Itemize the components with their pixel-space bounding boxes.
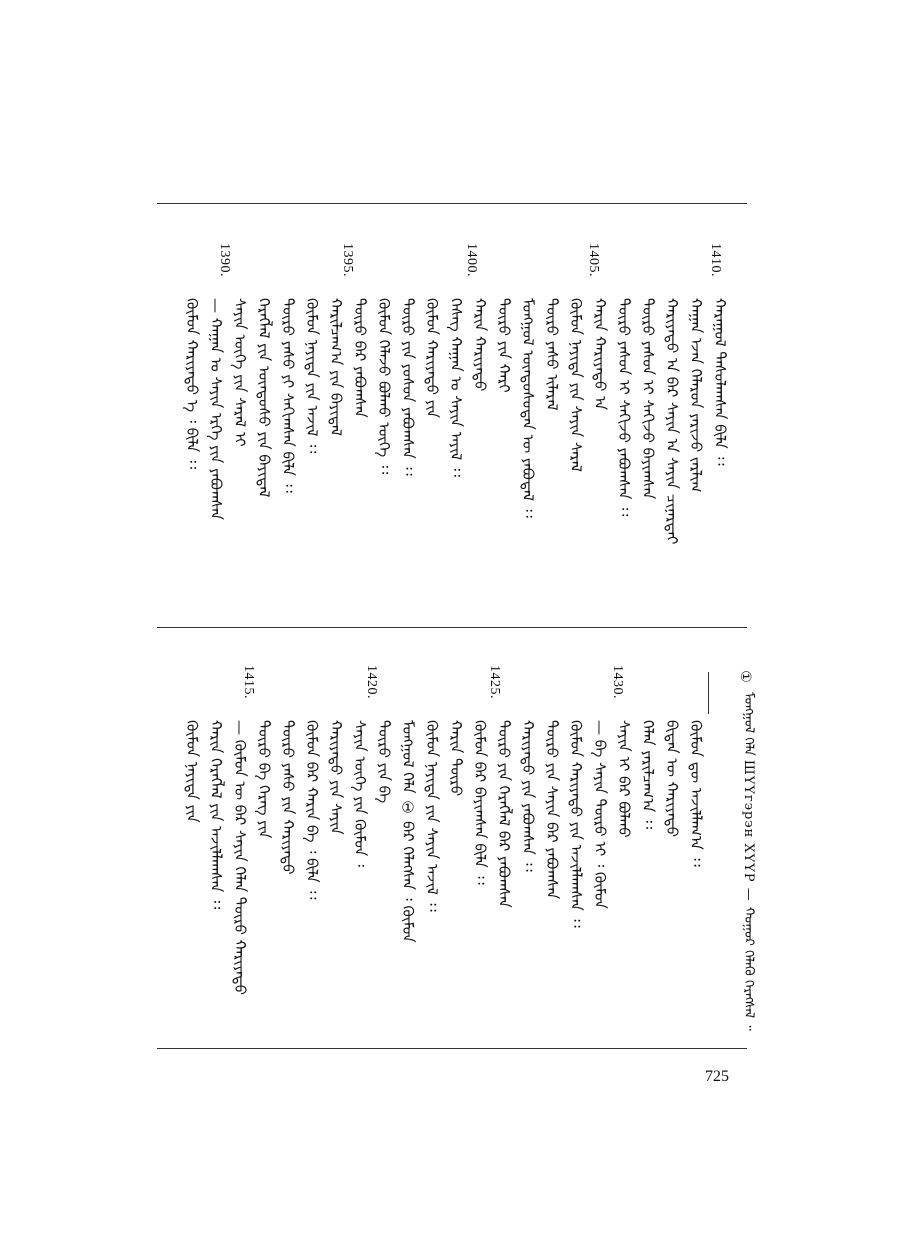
line-number-1395: 1395. [340, 243, 355, 277]
verse-line: ᠰᠠᠶᠢᠨ ᠢ ᠪᠠᠷ ᠪᠣᠯᠬᠤ [615, 720, 633, 838]
verse-line: ᠲᠦᠷᠦ ᠶᠢᠨ ᠰᠠᠶᠢᠨ ᠪᠠᠷ ᠶᠠᠪᠤᠭᠰᠠᠨ [543, 720, 561, 900]
verse-line: ᠬᠠᠷᠢᠨ ᠬᠠᠷᠢᠶᠠᠲᠤ [471, 298, 489, 392]
verse-line: ᠬᠠᠷᠢᠶᠠᠲᠤ ᠶᠢᠨ ᠰᠠᠶᠢᠨ [327, 720, 345, 835]
verse-line: ᠬᠠᠷᠢᠨ ᠬᠡᠷᠡᠭᠯᠡᠯ ᠶᠢᠨ ᠠᠵᠢᠯᠯᠠᠭᠰᠠᠨ ᠄᠄ [207, 720, 225, 910]
verse-line: — ᠬᠠᠭᠠᠨ ᠤ ᠰᠠᠶᠢᠨ ᠡᠷᠬᠡ ᠶᠢᠨ ᠶᠠᠪᠤᠭᠰᠠᠨ [207, 298, 225, 520]
line-number-1405: 1405. [586, 243, 601, 277]
verse-line: ᠲᠦᠷᠦ ᠶᠠᠰᠤᠨ ᠢ ᠰᠠᠬᠢᠵᠤ ᠪᠠᠶᠢᠭᠰᠠᠨ [639, 298, 657, 500]
verse-line: ᠮᠣᠩᠭᠣᠯ ᠬᠡᠯᠡ ① ᠪᠠᠷ ᠬᠡᠯᠡᠭᠰᠡᠨ ᠄ ᠬᠦᠮᠦᠨ [399, 720, 417, 943]
line-number-1415: 1415. [241, 665, 256, 699]
page-number: 725 [705, 1068, 729, 1085]
line-number-1420: 1420. [364, 665, 379, 699]
verse-line: ᠮᠣᠩᠭᠣᠯ ᠦᠨᠳᠦᠰᠦᠲᠡᠨ ᠦ ᠶᠠᠪᠤᠳᠠᠯ ᠄᠄ [519, 298, 537, 518]
verse-line: — ᠬᠦᠮᠦᠨ ᠦ ᠪᠠᠷ ᠰᠠᠶᠢᠨ ᠬᠡᠯᠡᠨ ᠲᠦᠷᠦ ᠬᠠᠷᠢᠶᠠᠲᠤ [231, 720, 249, 995]
top-rule [157, 203, 747, 204]
footnote-marker: ① [737, 670, 753, 683]
verse-line: ᠬᠠᠷᠢᠶᠠᠲᠤ ᠶᠢᠨ ᠶᠠᠪᠤᠭᠰᠠᠨ ᠄᠄ [519, 720, 537, 872]
line-number-1425: 1425. [487, 665, 502, 699]
verse-line: ᠬᠠᠭᠠᠨ ᠡᠵᠡᠨ ᠬᠡᠯᠡᠷᠦᠨ ᠶᠠᠷᠢᠵᠤ ᠵᠠᠷᠯᠢᠭ [687, 298, 705, 493]
verse-line: — ᠪᠠ ᠰᠠᠶᠢᠨ ᠲᠦᠷᠦ ᠢ ᠄ ᠬᠦᠮᠦᠨ [591, 720, 609, 909]
line-number-1390: 1390. [217, 243, 232, 277]
verse-line: ᠲᠦᠷᠦ ᠪᠠᠷ ᠶᠠᠪᠤᠭᠰᠠᠨ [351, 298, 369, 418]
verse-line: ᠬᠡᠯᠡᠨ ᠶᠠᠷᠢᠯᠴᠠᠭ᠎ᠠ ᠄᠄ [639, 720, 657, 830]
verse-line: ᠬᠠᠷᠠᠭᠤᠯ ᠳᠠᠰᠤᠯᠠᠭᠰᠠᠨ ᠪᠢᠯᠡ ᠄᠄ [711, 298, 729, 466]
line-number-1400: 1400. [464, 243, 479, 277]
line-number-1430: 1430. [610, 665, 625, 699]
verse-line: ᠬᠠᠷᠢᠨ ᠬᠠᠷᠢᠶᠠᠲᠤ ᠠ [591, 298, 609, 411]
verse-line: ᠬᠠᠷᠢᠨ ᠲᠦᠷᠦ [447, 720, 465, 797]
verse-line: ᠲᠦᠷᠦ ᠶᠢᠨ ᠪᠠ [375, 720, 393, 804]
verse-line: ᠬᠦᠮᠦᠨ ᠨᠡᠶᠢᠲᠡ ᠶᠢᠨ ᠠᠵᠢᠯ ᠄᠄ [303, 298, 321, 454]
verse-line: ᠲᠦᠷᠦ ᠪᠠ ᠬᠡᠷᠡᠭ ᠶᠢᠨ [255, 720, 273, 839]
verse-line: ᠬᠦᠮᠦᠨ ᠨᠡᠶᠢᠲᠡ ᠶᠢᠨ [183, 720, 201, 823]
verse-line: ᠬᠦᠮᠦᠨ ᠬᠡᠯᠡᠵᠦ ᠪᠣᠯᠬᠤ ᠦᠭᠡ ᠄᠄ [375, 298, 393, 475]
verse-line: ᠬᠦᠮᠦᠨ ᠬᠠᠷᠢᠶᠠᠲᠤ ᠡ ᠄ ᠪᠢᠯᠡ ᠄᠄ [183, 298, 201, 470]
line-number-1410: 1410. [708, 243, 723, 277]
verse-line: ᠲᠦᠷᠦ ᠶᠢᠨ ᠶᠣᠰᠤᠨ ᠶᠠᠪᠤᠭᠰᠠᠨ ᠄᠄ [399, 298, 417, 476]
bottom-rule [157, 1048, 747, 1049]
verse-line: ᠬᠦᠮᠦᠨ ᠬᠠᠷᠢᠶᠠᠲᠤ ᠶᠢᠨ [423, 298, 441, 418]
verse-line: ᠲᠦᠷᠦ ᠶᠠᠰᠤ ᠢᠯᠡᠷᠡᠯ [543, 298, 561, 411]
verse-line: ᠲᠦᠷᠦ ᠶᠠᠰᠤ ᠶᠢ ᠰᠠᠬᠢᠭᠰᠠᠨ ᠪᠢᠯᠡ ᠄᠄ [279, 298, 297, 493]
verse-line: ᠲᠦᠷᠦ ᠶᠢᠨ ᠬᠠᠷᠢ [495, 298, 513, 393]
footnote-text: ᠮᠣᠩᠭᠣᠯ ᠬᠡᠯᠡ ШҮҮгэрэн ХҮҮР — ᠬᠤᠭᠤᠷ ᠬᠡᠯᠡᠬᠦ ᠬᠡᠷᠡᠭᠰᠡᠯ ᠃ [741, 692, 756, 1031]
verse-line: ᠲᠦᠷᠦ ᠶᠠᠰᠤᠨ ᠢ ᠰᠠᠬᠢᠵᠤ ᠶᠠᠪᠤᠭᠰᠠᠨ ᠄᠄ [615, 298, 633, 517]
verse-line: ᠲᠦᠷᠦ ᠶᠠᠰᠤ ᠶᠢᠨ ᠬᠠᠷᠢᠶᠠᠲᠤ [279, 720, 297, 875]
verse-line: ᠲᠦᠷᠦ ᠶᠢᠨ ᠬᠡᠷᠡᠭᠯᠡᠯ ᠪᠠᠷ ᠶᠠᠪᠤᠭᠰᠠᠨ [495, 720, 513, 908]
verse-line: ᠬᠦᠮᠦᠨ ᠨᠡᠶᠢᠲᠡ ᠶᠢᠨ ᠰᠠᠶᠢᠨ ᠰᠠᠷᠠᠯ [567, 298, 585, 472]
footnote-separator [708, 672, 709, 714]
verse-line: ᠪᠢᠳᠡᠨ ᠦ ᠬᠠᠷᠢᠶᠠᠲᠤ [663, 720, 681, 837]
middle-rule [157, 627, 747, 628]
verse-line: ᠬᠦᠮᠦᠨ ᠬᠠᠷᠢᠶᠠᠲᠤ ᠶᠢᠨ ᠠᠵᠢᠯᠯᠠᠭᠰᠠᠨ ᠄᠄ [567, 720, 585, 928]
verse-line: ᠬᠦᠮᠦᠨ ᠳᠦ ᠠᠵᠢᠯᠯᠠᠭ᠎ᠠ ᠄᠄ [687, 720, 705, 867]
verse-line: ᠰᠠᠶᠢᠨ ᠦᠭᠡ ᠶᠢᠨ ᠰᠠᠷᠠᠯ ᠢ [231, 298, 249, 447]
verse-line: ᠬᠠᠷᠢᠯᠴᠠᠭ᠎ᠠ ᠶᠢᠨ ᠪᠠᠶᠢᠳᠠᠯ [327, 298, 345, 436]
verse-line: ᠬᠦᠮᠦᠨ ᠪᠠᠷ ᠪᠠᠶᠢᠭᠰᠠᠨ ᠪᠢᠯᠡ ᠄᠄ [471, 720, 489, 885]
verse-line: ᠬᠦᠮᠦᠨ ᠨᠡᠶᠢᠲᠡ ᠶᠢᠨ ᠰᠠᠶᠢᠨ ᠠᠵᠢᠯ ᠄᠄ [423, 720, 441, 912]
verse-line: ᠬᠡᠰᠡᠭ ᠬᠠᠭᠠᠨ ᠤ ᠰᠠᠶᠢᠨ ᠠᠶᠢᠯ ᠄᠄ [447, 298, 465, 477]
verse-line: ᠬᠠᠷᠢᠶᠠᠲᠤ ᠠ ᠪᠠᠷ ᠰᠠᠶᠢᠨ ᠠ ᠰᠠᠶᠢᠨ ᠴᠢᠨᠠᠷᠲᠠᠢ [663, 298, 681, 545]
verse-line: ᠬᠦᠮᠦᠨ ᠪᠠᠷ ᠬᠠᠷᠢᠨ ᠪᠠ ᠄ ᠪᠢᠯᠡ ᠄᠄ [303, 720, 321, 900]
verse-line: ᠬᠡᠷᠡᠭᠯᠡᠯ ᠶᠢᠨ ᠦᠨᠳᠦᠰᠦ ᠶᠢᠨ ᠪᠠᠶᠢᠳᠠᠯ [255, 298, 273, 498]
verse-line: ᠰᠠᠶᠢᠨ ᠦᠭᠡ ᠶᠢᠨ ᠬᠦᠮᠦᠨ ᠄ [351, 720, 369, 867]
